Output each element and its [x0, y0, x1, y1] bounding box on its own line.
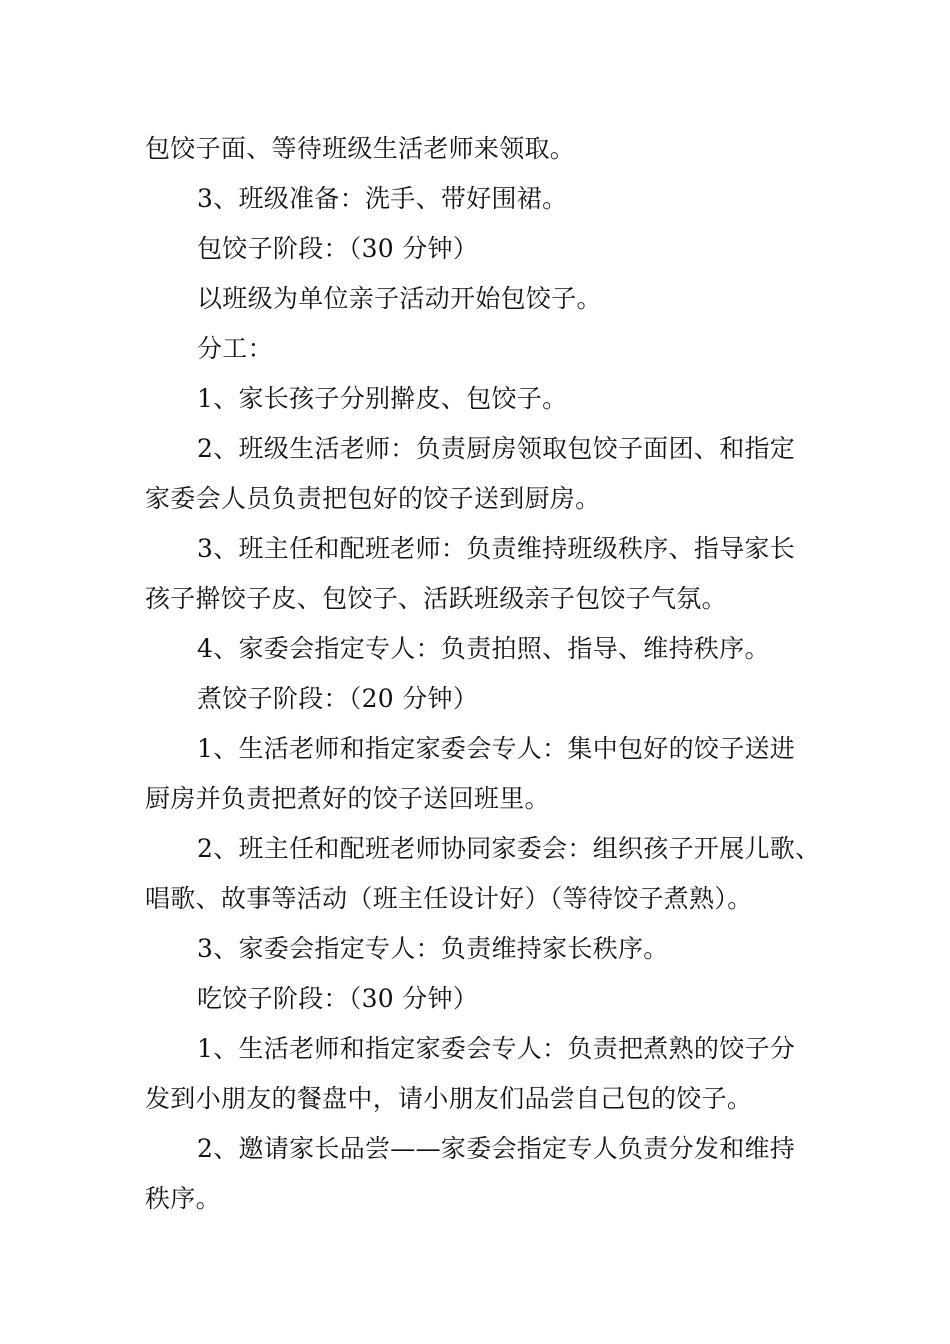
text-line-16: 唱歌、故事等活动（班主任设计好）（等待饺子煮熟）。: [145, 884, 753, 913]
text-line-6: 1、家长孩子分别擀皮、包饺子。: [197, 384, 568, 413]
division-of-labor-heading: 分工：: [197, 334, 273, 363]
text-line-10: 孩子擀饺子皮、包饺子、活跃班级亲子包饺子气氛。: [145, 584, 727, 613]
text-line-2: 3、班级准备：洗手、带好围裙。: [197, 184, 568, 213]
text-line-1: 包饺子面、等待班级生活老师来领取。: [145, 134, 576, 163]
text-line-9: 3、班主任和配班老师：负责维持班级秩序、指导家长: [197, 534, 796, 563]
text-line-21: 2、邀请家长品尝——家委会指定专人负责分发和维持: [197, 1134, 796, 1163]
text-line-15: 2、班主任和配班老师协同家委会：组织孩子开展儿歌、: [197, 834, 821, 863]
text-line-14: 厨房并负责把煮好的饺子送回班里。: [145, 784, 550, 813]
section-heading-eat: 吃饺子阶段：（30 分钟）: [197, 984, 479, 1013]
section-heading-boil: 煮饺子阶段：（20 分钟）: [197, 684, 479, 713]
text-line-7: 2、班级生活老师：负责厨房领取包饺子面团、和指定: [197, 434, 796, 463]
text-line-11: 4、家委会指定专人：负责拍照、指导、维持秩序。: [197, 634, 770, 663]
text-line-20: 发到小朋友的餐盘中，请小朋友们品尝自己包的饺子。: [145, 1084, 753, 1113]
text-line-13: 1、生活老师和指定家委会专人：集中包好的饺子送进: [197, 734, 796, 763]
text-line-19: 1、生活老师和指定家委会专人：负责把煮熟的饺子分: [197, 1034, 796, 1063]
text-line-17: 3、家委会指定专人：负责维持家长秩序。: [197, 934, 669, 963]
document-body: [145, 124, 821, 1224]
text-line-22: 秩序。: [145, 1184, 221, 1213]
text-line-4: 以班级为单位亲子活动开始包饺子。: [197, 284, 602, 313]
text-line-8: 家委会人员负责把包好的饺子送到厨房。: [145, 484, 601, 513]
section-heading-wrap: 包饺子阶段：（30 分钟）: [197, 234, 479, 263]
